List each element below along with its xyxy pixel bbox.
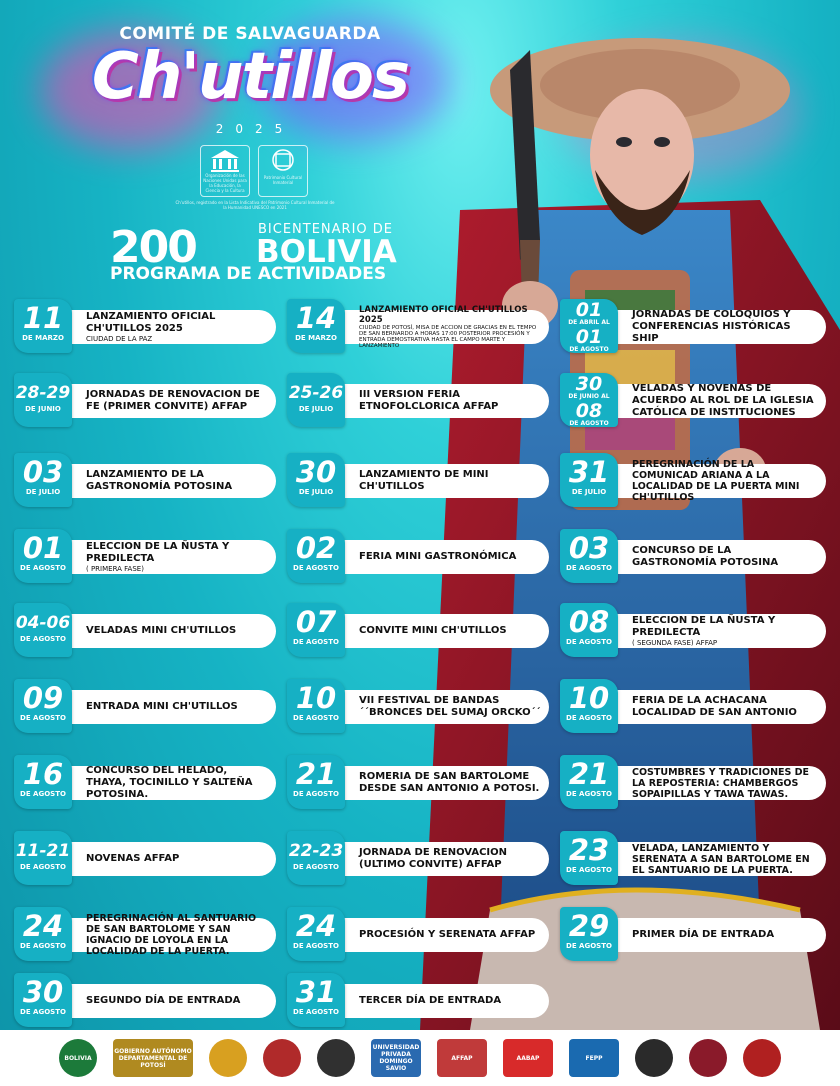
event-item	[287, 681, 557, 728]
event-date-box	[560, 453, 618, 507]
event-pill	[64, 690, 276, 724]
event-month: DE AGOSTO	[566, 564, 612, 572]
committee-title: COMITÉ DE SALVAGUARDA	[119, 24, 381, 44]
event-day-end: 08	[575, 400, 603, 422]
event-date-box	[14, 373, 72, 427]
event-month: DE AGOSTO	[566, 714, 612, 722]
event-title: LANZAMIENTO DE LA GASTRONOMÍA POTOSINA	[86, 469, 233, 492]
event-title: ROMERIA DE SAN BARTOLOME DESDE SAN ANTONIO A POTOSI.	[359, 771, 540, 794]
event-pill	[610, 766, 826, 800]
event-day: 09	[22, 681, 64, 715]
event-item	[560, 681, 834, 728]
event-day: 29	[568, 909, 610, 943]
event-month: DE AGOSTO	[20, 1008, 66, 1016]
event-item	[287, 378, 557, 422]
event-date-box	[287, 907, 345, 961]
event-title: ELECCION DE LA ÑUSTA Y PREDILECTA	[86, 541, 230, 564]
event-day: 30	[575, 373, 603, 395]
event-pill	[64, 913, 276, 957]
event-day: 21	[568, 757, 610, 791]
event-item	[14, 836, 284, 880]
event-title: CONCURSO DEL HELADO, THAYA, TOCINILLO Y SALTEÑA POTOSINA.	[86, 765, 253, 800]
sponsor-logo	[689, 1039, 727, 1077]
event-pill	[337, 540, 549, 574]
sponsor-logo: UNIVERSIDAD PRIVADA DOMINGO SAVIO	[371, 1039, 421, 1077]
event-month: DE JULIO	[571, 488, 607, 496]
event-title: JORNADAS DE COLOQUIOS Y CONFERENCIAS HISTÓRICAS SHIP	[632, 309, 791, 344]
event-pill	[337, 614, 549, 648]
event-month: DE AGOSTO	[566, 942, 612, 950]
event-subtitle: CIUDAD DE POTOSÍ, MISA DE ACCION DE GRACIAS EN EL TEMPO DE SAN BERNARDO A HORAS 17:00 POSTERIOR PROCESIÓN Y ENTRADA DEMOSTRATIVA HASTA EL CAMPO MARTE Y LANZAMIENTO	[359, 325, 537, 349]
event-pill	[337, 690, 549, 724]
event-pill	[610, 540, 826, 574]
event-month: DE JULIO	[298, 405, 334, 413]
sponsor-logo: AABAP	[503, 1039, 553, 1077]
event-pill	[610, 614, 826, 648]
event-date-box	[14, 831, 72, 885]
event-item	[287, 975, 557, 1022]
event-item	[560, 373, 834, 427]
sponsor-logo: BOLIVIA	[59, 1039, 97, 1077]
event-month: DE AGOSTO	[566, 638, 612, 646]
event-item	[14, 301, 284, 348]
event-title: SEGUNDO DÍA DE ENTRADA	[86, 995, 241, 1006]
event-month: DE AGOSTO	[20, 790, 66, 798]
event-item	[14, 757, 284, 804]
event-title: PRIMER DÍA DE ENTRADA	[632, 929, 775, 940]
event-pill	[64, 842, 276, 876]
event-day: 02	[295, 531, 337, 565]
event-month: DE MARZO	[295, 334, 337, 342]
event-month: DE JUNIO	[25, 405, 61, 413]
event-title: VELADA, LANZAMIENTO Y SERENATA A SAN BARTOLOME EN EL SANTUARIO DE LA PUERTA.	[632, 842, 810, 876]
event-pill	[610, 842, 826, 876]
event-pill	[610, 918, 826, 952]
festival-year: 2025	[215, 122, 295, 136]
event-pill	[610, 384, 826, 418]
sponsor-logo	[317, 1039, 355, 1077]
event-date-box	[14, 453, 72, 507]
event-month: DE JULIO	[298, 488, 334, 496]
event-month-end: DE AGOSTO	[569, 346, 609, 353]
event-subtitle: ( PRIMERA FASE)	[86, 565, 144, 573]
event-month: DE JULIO	[25, 488, 61, 496]
event-day: 11-21	[15, 841, 71, 861]
event-title: JORNADA DE RENOVACION (ULTIMO CONVITE) AFFAP	[359, 847, 508, 870]
event-title: NOVENAS AFFAP	[86, 853, 180, 864]
event-day: 11	[22, 301, 64, 335]
event-item	[287, 605, 557, 652]
event-date-box	[14, 973, 72, 1027]
event-day: 31	[295, 975, 337, 1009]
event-title: CONCURSO DE LA GASTRONOMÍA POTOSINA	[632, 545, 779, 568]
event-month: DE AGOSTO	[293, 863, 339, 871]
event-date-box	[287, 603, 345, 657]
event-title: LANZAMIENTO DE MINI CH'UTILLOS	[359, 469, 489, 492]
sponsor-logo: FEPP	[569, 1039, 619, 1077]
event-date-box	[287, 453, 345, 507]
event-date-box	[287, 831, 345, 885]
event-title: ELECCION DE LA ÑUSTA Y PREDILECTA	[632, 615, 776, 638]
event-month: DE AGOSTO	[20, 942, 66, 950]
event-month: DE AGOSTO	[566, 790, 612, 798]
event-date-box	[560, 603, 618, 657]
sponsors-footer	[0, 1030, 840, 1086]
sponsor-logo	[209, 1039, 247, 1077]
event-day: 28-29	[15, 383, 71, 403]
event-day: 24	[295, 909, 337, 943]
event-title: PEREGRINACIÓN DE LA COMUNICAD ARIANA A LA LOCALIDAD DE LA PUERTA MINI CH'UTILLOS	[632, 459, 800, 503]
event-date-box	[560, 755, 618, 809]
event-title: LANZAMIENTO OFICIAL CH'UTILLOS 2025	[86, 311, 216, 334]
event-title: VELADAS MINI CH'UTILLOS	[86, 625, 237, 636]
bicentenary-label: BICENTENARIO DE	[258, 222, 393, 237]
event-item	[287, 455, 557, 502]
event-month: DE AGOSTO	[293, 942, 339, 950]
inscription-note: Ch'utillos, registrado en la Lista Indicativa del Patrimonio Cultural Inmaterial de la Humanidad UNESCO en 2021	[175, 200, 335, 210]
event-item	[14, 378, 284, 422]
event-subtitle: CIUDAD DE LA PAZ	[86, 335, 153, 343]
event-day: 30	[22, 975, 64, 1009]
heritage-emblem-icon	[259, 146, 307, 174]
event-pill	[64, 984, 276, 1018]
bicentenary-number: 200	[110, 222, 196, 273]
event-day: 08	[568, 605, 610, 639]
event-item	[14, 909, 284, 957]
event-month: DE AGOSTO	[20, 635, 66, 643]
event-day: 31	[568, 455, 610, 489]
event-title: JORNADAS DE RENOVACION DE FE (PRIMER CONVITE) AFFAP	[86, 389, 260, 412]
sponsor-logo: GOBIERNO AUTÓNOMO DEPARTAMENTAL DE POTOSÍ	[113, 1039, 193, 1077]
event-pill	[64, 614, 276, 648]
event-day: 01	[22, 531, 64, 565]
event-item	[287, 301, 557, 349]
event-title: VELADAS Y NOVENAS DE ACUERDO AL ROL DE LA IGLESIA CATÓLICA DE INSTITUCIONES	[632, 383, 814, 418]
event-date-box	[14, 679, 72, 733]
event-date-box	[560, 679, 618, 733]
program-title: PROGRAMA DE ACTIVIDADES	[110, 264, 387, 284]
event-date-box	[14, 299, 72, 353]
event-month: DE AGOSTO	[293, 1008, 339, 1016]
event-date-box	[14, 603, 72, 657]
event-date-box	[560, 373, 618, 427]
event-day: 30	[295, 455, 337, 489]
event-item	[560, 531, 834, 578]
festival-logo: Ch'utillos	[91, 40, 409, 114]
event-day: 25-26	[288, 383, 344, 403]
event-day: 04-06	[15, 613, 71, 633]
heritage-text: Patrimonio Cultural Inmaterial	[263, 175, 303, 185]
event-item	[560, 605, 834, 652]
event-pill	[610, 690, 826, 724]
event-date-box	[287, 529, 345, 583]
event-title: III VERSION FERIA ETNOFOLCLORICA AFFAP	[359, 389, 499, 412]
event-date-box	[14, 755, 72, 809]
sponsor-logo: AFFAP	[437, 1039, 487, 1077]
event-date-box	[287, 973, 345, 1027]
event-pill	[64, 310, 276, 344]
event-pill	[337, 984, 549, 1018]
event-day: 21	[295, 757, 337, 791]
event-item	[560, 757, 834, 804]
event-day: 24	[22, 909, 64, 943]
event-day: 03	[22, 455, 64, 489]
event-subtitle: ( SEGUNDA FASE) AFFAP	[632, 639, 718, 647]
event-month: DE AGOSTO	[566, 866, 612, 874]
event-date-box	[14, 907, 72, 961]
event-date-box	[287, 373, 345, 427]
event-item	[14, 608, 284, 652]
event-title: COSTUMBRES Y TRADICIONES DE LA REPOSTERIA: CHAMBERGOS SOPAIPILLAS Y TAWA TAWAS.	[632, 766, 810, 800]
event-day: 10	[568, 681, 610, 715]
heritage-logo	[258, 145, 308, 197]
event-day: 01	[575, 299, 603, 321]
event-pill	[337, 918, 549, 952]
event-date-box	[14, 529, 72, 583]
event-month: DE AGOSTO	[293, 564, 339, 572]
event-pill	[64, 384, 276, 418]
event-item	[14, 455, 284, 502]
event-pill	[610, 459, 826, 503]
event-title: FERIA MINI GASTRONÓMICA	[359, 551, 517, 562]
event-pill	[337, 305, 549, 349]
event-item	[287, 757, 557, 804]
event-title: TERCER DÍA DE ENTRADA	[359, 995, 502, 1006]
sponsor-logo	[743, 1039, 781, 1077]
event-month: DE AGOSTO	[293, 790, 339, 798]
event-pill	[337, 842, 549, 876]
event-item	[560, 299, 834, 353]
event-title: PEREGRINACIÓN AL SANTUARIO DE SAN BARTOLOME Y SAN IGNACIO DE LOYOLA EN LA LOCALIDAD DE LA PUERTA.	[86, 913, 257, 957]
event-item	[14, 681, 284, 728]
event-month: DE AGOSTO	[20, 564, 66, 572]
event-item	[287, 531, 557, 578]
event-date-box	[560, 529, 618, 583]
event-pill	[64, 540, 276, 574]
event-title: CONVITE MINI CH'UTILLOS	[359, 625, 507, 636]
unesco-logo	[200, 145, 250, 197]
sponsor-logo	[263, 1039, 301, 1077]
event-day: 14	[295, 301, 337, 335]
event-title: VII FESTIVAL DE BANDAS ´´BRONCES DEL SUMAJ ORCKO´´	[359, 695, 541, 718]
event-item	[287, 836, 557, 880]
event-month: DE AGOSTO	[20, 714, 66, 722]
unesco-text: Organización de las Naciones Unidas para la Educación, la Ciencia y la Cultura	[203, 173, 247, 193]
event-month: DE AGOSTO	[20, 863, 66, 871]
event-month: DE ABRIL AL	[568, 319, 610, 326]
event-month: DE JUNIO AL	[568, 393, 610, 400]
event-date-box	[287, 299, 345, 353]
event-date-box	[560, 907, 618, 961]
event-pill	[64, 766, 276, 800]
event-day: 23	[568, 833, 610, 867]
event-pill	[64, 464, 276, 498]
event-item	[560, 455, 834, 503]
event-date-box	[560, 831, 618, 885]
event-item	[560, 833, 834, 880]
event-item	[14, 975, 284, 1022]
event-title: FERIA DE LA ACHACANA LOCALIDAD DE SAN ANTONIO	[632, 695, 797, 718]
temple-icon	[201, 146, 249, 174]
event-day: 16	[22, 757, 64, 791]
event-day: 10	[295, 681, 337, 715]
event-month: DE AGOSTO	[293, 638, 339, 646]
event-title: PROCESIÓN Y SERENATA AFFAP	[359, 929, 536, 940]
event-item	[287, 909, 557, 956]
event-pill	[610, 310, 826, 344]
event-day: 22-23	[288, 841, 344, 861]
event-month: DE AGOSTO	[293, 714, 339, 722]
bolivia-title: BOLIVIA	[256, 234, 397, 270]
event-item	[560, 909, 834, 956]
event-day-end: 01	[575, 326, 603, 348]
event-date-box	[287, 755, 345, 809]
event-month-end: DE AGOSTO	[569, 420, 609, 427]
event-day: 07	[295, 605, 337, 639]
event-month: DE MARZO	[22, 334, 64, 342]
event-title: ENTRADA MINI CH'UTILLOS	[86, 701, 238, 712]
event-pill	[337, 464, 549, 498]
sponsor-logo	[635, 1039, 673, 1077]
event-date-box	[287, 679, 345, 733]
event-title: LANZAMIENTO OFICIAL CH'UTILLOS 2025	[359, 305, 528, 325]
event-day: 03	[568, 531, 610, 565]
event-pill	[337, 766, 549, 800]
event-pill	[337, 384, 549, 418]
event-item	[14, 531, 284, 578]
event-date-box	[560, 299, 618, 353]
